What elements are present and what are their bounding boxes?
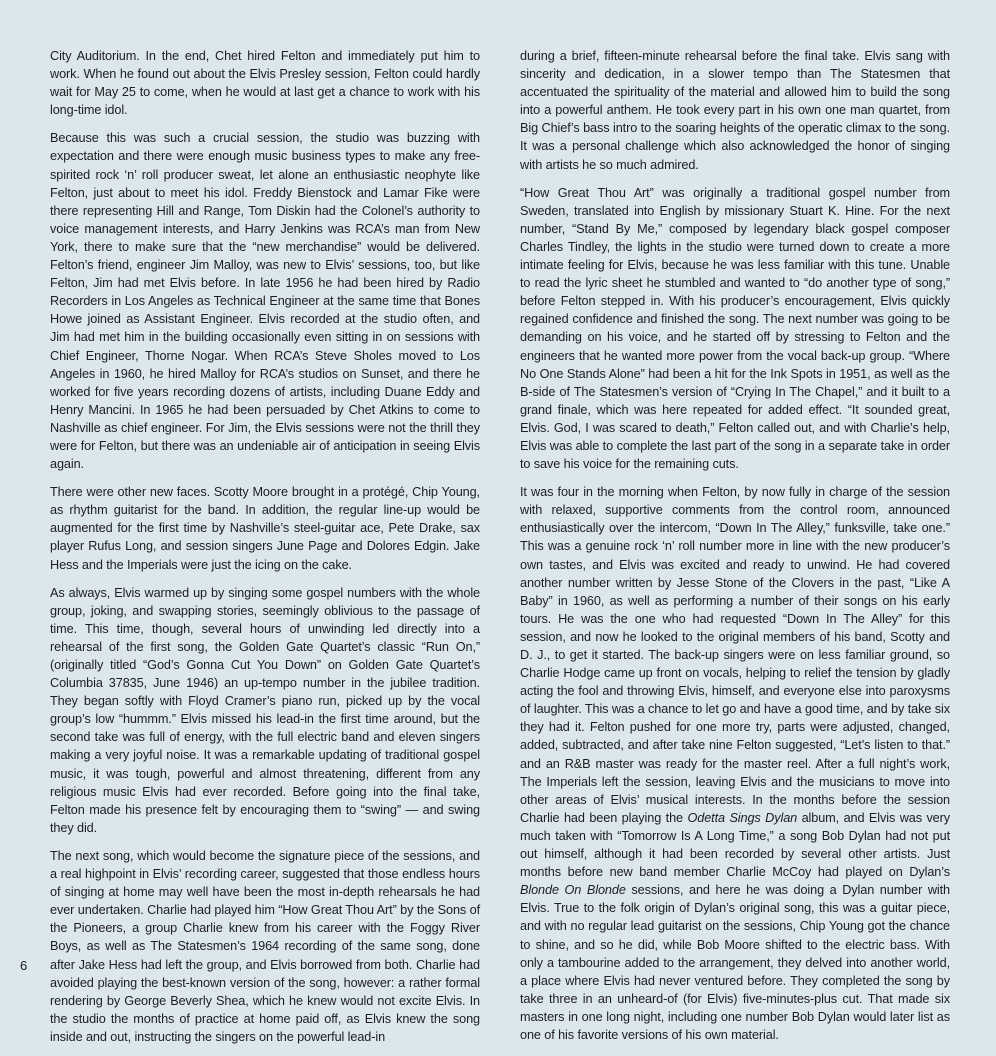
paragraph: There were other new faces. Scotty Moore brought in a protégé, Chip Young, as rhythm guitarist for the band. In addition, the regular line-up would be augmented for the first time by Nashville’s steel-guitar ace, Pete Drake, sax player Rufus Long, and session singers June Page and Dolores Edgin. Jake Hess and the Imperials were just the icing on the cake. [50,485,480,572]
paragraph: Because this was such a crucial session, the studio was buzzing with expectation and there were enough music business types to make any free-spirited rock ‘n’ roll producer sweat, let alone an enthusiastic neophyte like Felton, just about to meet his idol. Freddy Bienstock and Lamar Fike were there representing Hill and Range, Tom Diskin had the Colonel’s authority to voice management interests, and Harry Jenkins was RCA’s man from New York, there to make sure that the “new merchandise” would be delivered. Felton’s friend, engineer Jim Malloy, was new to Elvis’ sessions, too, but like Felton, Jim had met Elvis before. In late 1956 he had been hired by Radio Recorders in Los Angeles as Technical Engineer at the same time that Bones Howe joined as Assistant Engineer. Elvis recorded at the studio often, and Jim had met him in the building occasionally even sitting in on sessions with Chief Engineer, Thorne Nogar. When RCA’s Steve Sholes moved to Los Angeles in 1960, he hired Malloy for RCA’s studios on Sunset, and there he worked for five years recording dozens of artists, including Duane Eddy and Henry Mancini. In 1965 he had been persuaded by Chet Atkins to come to Nashville as chief engineer. For Jim, the Elvis sessions were not the thrill they were for Felton, but there was an undeniable air of anticipation in seeing Elvis again. [50,131,480,472]
paragraph: during a brief, fifteen-minute rehearsal before the final take. Elvis sang with sincerity and dedication, in a slower tempo than The Statesmen that accentuated the spirituality of the material and allowed him to build the song into a powerful anthem. He took every part in his own one man quartet, from Big Chief’s bass intro to the soaring heights of the operatic climax to the song. It was a personal challenge which also acknowledged the honor of singing with artists he so much admired. [520,49,950,172]
album-title: Odetta Sings Dylan [687,810,798,825]
left-column [50,47,480,1056]
paragraph-text: album, and Elvis was very much taken with “Tomorrow Is A Long Time,” a song Bob Dylan had not put out himself, although it had been recorded by several other artists. Just months before new band member Charlie McCoy had played on Dylan’s [520,810,951,880]
paragraph [520,483,950,1044]
paragraph: The next song, which would become the signature piece of the sessions, and a real highpoint in Elvis’ recording career, suggested that those endless hours of singing at home may well have been the most in-depth rehearsals he had ever undertaken. Charlie had played him “How Great Thou Art” by the Sons of the Pioneers, a group Charlie knew from his career with the Foggy River Boys, as well as The Statesmen’s 1964 recording of the same song, done after Jake Hess had left the group, and Elvis borrowed from both. Charlie had avoided playing the best-known version of the song, however: a rather formal rendering by George Beverly Shea, which he knew would not excite Elvis. In the studio the months of practice at home paid off, as Elvis knew the song inside and out, instructing the singers on the powerful lead-in [50,848,480,1044]
paragraph: City Auditorium. In the end, Chet hired Felton and immediately put him to work. When he found out about the Elvis Presley session, Felton could hardly wait for May 25 to come, when he would at last get a chance to work with his long-time idol. [50,49,480,118]
page-number: 6 [20,958,28,973]
paragraph: “How Great Thou Art” was originally a traditional gospel number from Sweden, translated into English by missionary Stuart K. Hine. For the next number, “Stand By Me,” composed by legendary black gospel composer Charles Tindley, the lights in the studio were turned down to create a more intimate feeling for Elvis, because he was less familiar with this tune. Unable to read the lyric sheet he stumbled and wanted to “do another type of song,” before Felton stepped in. With his producer’s encouragement, Elvis quickly regained confidence and finished the song. The next number was going to be demanding on his voice, and he started off by stressing to Felton and the engineers that he wanted more power from the vocal back-up group. “Where No One Stands Alone” had been a hit for the Ink Spots in 1951, as well as the B-side of The Statesmen’s version of “Crying In The Chapel,” and it built to a grand finale, which was here repeated for added effect. “It sounded great, Elvis. God, I was scared to death,” Felton called out, and with Charlie’s help, Elvis was able to complete the last part of the song in a separate take in order to save his voice for the remaining cuts. [520,185,950,472]
paragraph-text: sessions, and here he was doing a Dylan number with Elvis. True to the folk origin of Dylan’s original song, this was a guitar piece, and with no regular lead guitarist on the sessions, Chip Young got the chance to shine, and so he did, while Bob Moore shifted to the electric bass. With only a tambourine added to the arrangement, they delved into another world, a place where Elvis had never ventured before. They completed the song by take three in an unheard-of (for Elvis) five-minutes-plus cut. That made six masters in one long night, including one number Bob Dylan would later list as one of his favorite versions of his own material. [520,883,951,1042]
right-column [520,47,950,1054]
paragraph: As always, Elvis warmed up by singing some gospel numbers with the whole group, joking, and swapping stories, seemingly oblivious to the passage of time. This time, though, several hours of unwinding led directly into a rehearsal of the first song, the Golden Gate Quartet’s classic “Run On,” (originally titled “God’s Gonna Cut You Down” on Golden Gate Quartet’s Columbia 37835, June 1946) an up-tempo number in the jubilee tradition. They began softly with Floyd Cramer’s piano run, picked up by the vocal group’s low “hummm.” Elvis missed his lead-in the first time around, but the second take was full of energy, with the full electric band and eleven singers making a very joyful noise. It was a remarkable updating of traditional gospel music, it was tough, powerful and almost threatening, different from any religious music Elvis had ever recorded. Before going into the final take, Felton made his presence felt by encouraging them to “swing” — and swing they did. [50,585,480,835]
paragraph-text: It was four in the morning when Felton, by now fully in charge of the session with relaxed, supportive comments from the control room, announced enthusiastically over the intercom, “Down In The Alley,” funksville, take one.” This was a genuine rock ‘n’ roll number more in line with the new producer’s own tastes, and Elvis was excited and ready to unwind. He had covered another number written by Jesse Stone of the Clovers in the past, “Like A Baby” in 1960, as well as performing a number of their songs on his early tours. He was the one who had requested “Down In The Alley” for this session, and now he looked to the original members of his band, Scotty and D. J., to get it started. The back-up singers were on less familiar ground, so Charlie Hodge came up front on vocals, helping to relief the tension by gladly acting the fool and throwing Elvis, himself, and everyone else into paroxysms of laughter. This was a chance to let go and have a good time, and by take six they had it. Felton pushed for one more try, parts were adjusted, changed, added, subtracted, and after take nine Felton suggested, “Let’s listen to that.” and an R&B master was ready for the master reel. After a full night’s work, The Imperials left the session, leaving Elvis and the musicians to move into other areas of Elvis’ musical interests. In the months before the session Charlie had been playing the [520,485,950,825]
album-title: Blonde On Blonde [520,883,626,898]
